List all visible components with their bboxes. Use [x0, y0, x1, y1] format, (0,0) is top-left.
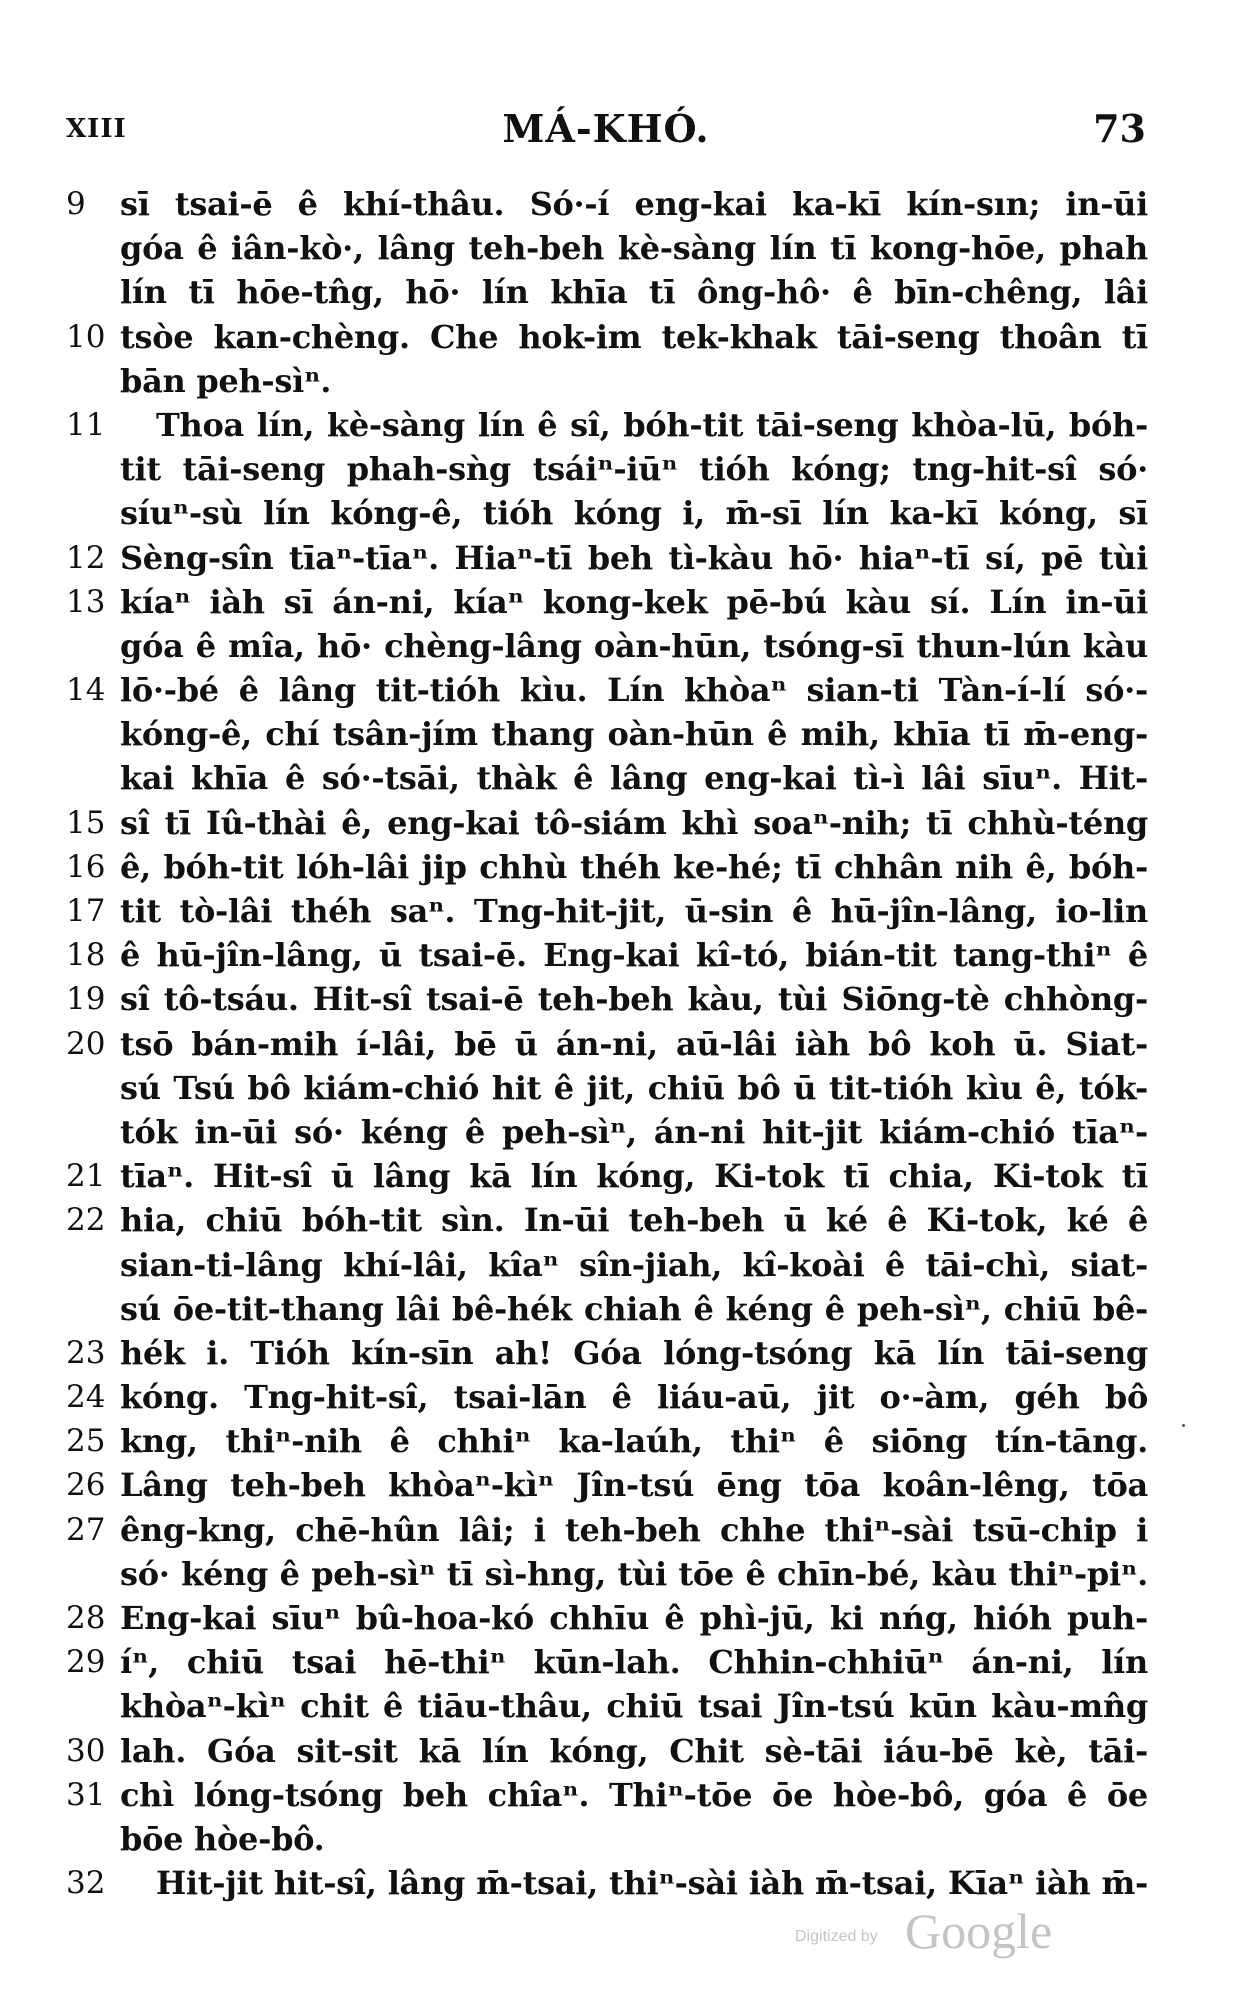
line-text: tīaⁿ. Hit-sî ū lâng kā lín kóng, Ki-tok tī chia, Ki-tok tī [120, 1157, 1148, 1196]
line-text: Hit-jit hit-sî, lâng m̄-tsai, thiⁿ-sài iàh m̄-tsai, Kīaⁿ iàh m̄- [156, 1864, 1148, 1903]
page-title: MÁ-KHÓ. [502, 106, 710, 151]
line-text: góa ê iân-kò·, lâng teh-beh kè-sàng lín tī kong-hōe, phah [120, 229, 1148, 268]
text-line [66, 889, 1148, 933]
speck-mark [1182, 1424, 1185, 1427]
text-line [66, 1022, 1148, 1066]
text-line [66, 1154, 1148, 1198]
verse-number: 19 [66, 981, 106, 1018]
text-line [66, 1773, 1148, 1817]
verse-number: 18 [66, 937, 106, 974]
text-line [66, 1419, 1148, 1463]
chapter-number: XIII [66, 114, 127, 144]
line-text: sî tô-tsáu. Hit-sî tsai-ē teh-beh kàu, tùi Siōng-tè chhòng- [120, 980, 1148, 1019]
verse-number: 17 [66, 893, 106, 929]
verse-number: 21 [66, 1158, 106, 1195]
line-text: tsòe kan-chèng. Che hok-im tek-khak tāi-seng thoân tī [120, 317, 1148, 356]
line-text: bān peh-sìⁿ. [120, 361, 332, 400]
line-text: Eng-kai sīuⁿ bû-hoa-kó chhīu ê phì-jū, ki nńg, hióh puh- [120, 1599, 1148, 1637]
line-text: sian-ti-lâng khí-lâi, kîaⁿ sîn-jiah, kî-koài ê tāi-chì, siat- [120, 1245, 1148, 1284]
verse-number: 11 [66, 406, 106, 443]
line-text: sī tsai-ē ê khí-thâu. Só·-í eng-kai ka-kī kín-sın; in-ūi [120, 185, 1148, 223]
verse-number: 25 [66, 1423, 106, 1460]
line-text: sú Tsú bô kiám-chió hit ê jit, chiū bô ū tit-tióh kìu ê, tók- [120, 1068, 1148, 1107]
text-line [66, 977, 1148, 1021]
verse-number: 13 [66, 583, 106, 620]
text-line [66, 1243, 1148, 1287]
text-line [66, 315, 1148, 359]
text-line [66, 801, 1148, 845]
line-text: Sèng-sîn tīaⁿ-tīaⁿ. Hiaⁿ-tī beh tì-kàu hō· hiaⁿ-tī sí, pē tùi [120, 538, 1148, 577]
line-text: só· kéng ê peh-sìⁿ tī sì-hng, tùi tōe ê chīn-bé, kàu thiⁿ-piⁿ. [120, 1554, 1148, 1593]
verse-number: 26 [66, 1467, 106, 1504]
text-line [66, 1640, 1148, 1684]
verse-number: 31 [66, 1776, 106, 1813]
verse-number: 23 [66, 1334, 106, 1371]
text-line [66, 182, 1148, 226]
line-text: kng, thiⁿ-nih ê chhiⁿ ka-laúh, thiⁿ ê siōng tín-tāng. [120, 1422, 1148, 1461]
verse-number: 22 [66, 1202, 106, 1239]
line-text: kóng. Tng-hit-sî, tsai-lān ê liáu-aū, jit o·-àm, géh bô [120, 1378, 1148, 1417]
line-text: tsō bán-mih í-lâi, bē ū án-ni, aū-lâi iàh bô koh ū. Siat- [120, 1024, 1148, 1063]
verse-number: 30 [66, 1732, 106, 1769]
text-line [66, 1463, 1148, 1507]
verse-number: 15 [66, 804, 106, 841]
line-text: hia, chiū bóh-tit sìn. In-ūi teh-beh ū ké ê Ki-tok, ké ê [120, 1201, 1148, 1240]
text-line [66, 668, 1148, 712]
text-line [66, 1066, 1148, 1110]
line-text: góa ê mîa, hō· chèng-lâng oàn-hūn, tsóng-sī thun-lún kàu [120, 626, 1148, 665]
line-text: lah. Góa sit-sit kā lín kóng, Chit sè-tāi iáu-bē kè, tāi- [120, 1731, 1148, 1770]
verse-number: 16 [66, 848, 106, 885]
verse-number: 27 [66, 1511, 106, 1548]
text-line [66, 226, 1148, 270]
verse-number: 20 [66, 1025, 106, 1062]
text-line [66, 1331, 1148, 1375]
verse-number: 28 [66, 1600, 106, 1636]
running-header [66, 106, 1146, 156]
text-line [66, 1861, 1148, 1905]
text-line [66, 1552, 1148, 1596]
text-line [66, 580, 1148, 624]
digitized-label: Digitized by [795, 1928, 878, 1945]
google-logo: Google [905, 1903, 1053, 1959]
line-text: kai khīa ê só·-tsāi, thàk ê lâng eng-kai tì-ì lâi sīuⁿ. Hit- [120, 759, 1148, 798]
verse-number: 24 [66, 1379, 106, 1416]
verse-number: 9 [66, 186, 86, 222]
text-line [66, 270, 1148, 314]
line-text: kíaⁿ iàh sī án-ni, kíaⁿ kong-kek pē-bú kàu sí. Lín in-ūi [120, 582, 1148, 621]
digitized-watermark [795, 1902, 1085, 1962]
line-text: íⁿ, chiū tsai hē-thiⁿ kūn-lah. Chhin-chhiūⁿ án-ni, lín [120, 1643, 1148, 1682]
text-line [66, 1508, 1148, 1552]
text-line [66, 845, 1148, 889]
line-text: bōe hòe-bô. [120, 1819, 325, 1858]
text-line [66, 1198, 1148, 1242]
verse-number: 32 [66, 1865, 106, 1902]
line-text: lín tī hōe-tn̂g, hō· lín khīa tī ông-hô· ê bīn-chêng, lâi [120, 273, 1148, 312]
line-text: tit tò-lâi théh saⁿ. Tng-hit-jit, ū-sin ê hū-jîn-lâng, io-lin [120, 892, 1148, 930]
line-text: sú ōe-tit-thang lâi bê-hék chiah ê kéng ê peh-sìⁿ, chiū bê- [120, 1289, 1148, 1328]
text-line [66, 536, 1148, 580]
line-text: khòaⁿ-kìⁿ chit ê tiāu-thâu, chiū tsai Jîn-tsú kūn kàu-mn̂g [120, 1687, 1148, 1726]
line-text: lō·-bé ê lâng tit-tióh kìu. Lín khòaⁿ sian-ti Tàn-í-lí só·- [120, 671, 1148, 710]
body-text [66, 182, 1148, 1905]
text-line [66, 1684, 1148, 1728]
line-text: kóng-ê, chí tsân-jím thang oàn-hūn ê mih, khīa tī m̄-eng- [120, 715, 1148, 754]
line-text: hék i. Tióh kín-sīn ah! Góa lóng-tsóng kā lín tāi-seng [120, 1333, 1148, 1372]
line-text: êng-kng, chē-hûn lâi; i teh-beh chhe thiⁿ-sài tsū-chip i [120, 1510, 1148, 1549]
text-line [66, 1110, 1148, 1154]
page-number: 73 [1093, 106, 1146, 151]
line-text: chì lóng-tsóng beh chîaⁿ. Thiⁿ-tōe ōe hòe-bô, góa ê ōe [120, 1775, 1148, 1814]
line-text: Thoa lín, kè-sàng lín ê sî, bóh-tit tāi-seng khòa-lū, bóh- [156, 405, 1148, 444]
verse-number: 10 [66, 318, 106, 355]
verse-number: 29 [66, 1644, 106, 1681]
text-line [66, 1596, 1148, 1640]
text-line [66, 403, 1148, 447]
text-line [66, 624, 1148, 668]
text-line [66, 1729, 1148, 1773]
text-line [66, 359, 1148, 403]
text-line [66, 491, 1148, 535]
text-line [66, 1287, 1148, 1331]
text-line [66, 1375, 1148, 1419]
text-line [66, 756, 1148, 800]
line-text: ê, bóh-tit lóh-lâi jip chhù théh ke-hé; tī chhân nih ê, bóh- [120, 847, 1148, 886]
verse-number: 12 [66, 539, 106, 576]
line-text: sî tī Iû-thài ê, eng-kai tô-siám khì soaⁿ-nih; tī chhù-téng [120, 803, 1148, 842]
line-text: tók in-ūi só· kéng ê peh-sìⁿ, án-ni hit-jit kiám-chió tīaⁿ- [120, 1112, 1148, 1151]
line-text: Lâng teh-beh khòaⁿ-kìⁿ Jîn-tsú ēng tōa koân-lêng, tōa [120, 1466, 1148, 1505]
text-line [66, 933, 1148, 977]
line-text: tit tāi-seng phah-sǹg tsáiⁿ-iūⁿ tióh kóng; tng-hit-sî só· [120, 450, 1148, 489]
line-text: ê hū-jîn-lâng, ū tsai-ē. Eng-kai kî-tó, bián-tit tang-thiⁿ ê [120, 936, 1148, 975]
line-text: síuⁿ-sù lín kóng-ê, tióh kóng i, m̄-sī lín ka-kī kóng, sī [120, 494, 1148, 533]
verse-number: 14 [66, 672, 106, 709]
text-line [66, 712, 1148, 756]
text-line [66, 1817, 1148, 1861]
text-line [66, 447, 1148, 491]
